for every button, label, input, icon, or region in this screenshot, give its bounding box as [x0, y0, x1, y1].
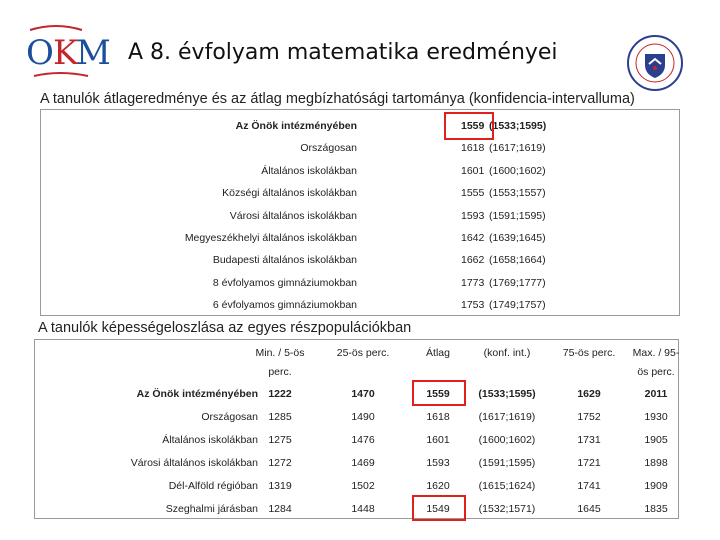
table-cell: 1222 — [268, 388, 292, 400]
table-row — [35, 382, 678, 405]
distribution-table — [34, 339, 679, 519]
section-1-title: A tanulók átlageredménye és az átlag megbízhatósági tartománya (konfidencia-intervalluma) — [40, 91, 635, 107]
table-cell: 1898 — [644, 457, 668, 469]
table-cell: (1615;1624) — [478, 480, 536, 492]
row-confidence-interval: (1617;1619) — [489, 142, 546, 155]
svg-text:O: O — [26, 33, 54, 73]
column-header — [554, 344, 624, 363]
table-cell: 1549 — [426, 503, 450, 515]
row-label: Országosan — [300, 142, 357, 155]
table-row — [41, 249, 679, 271]
svg-text:M: M — [76, 33, 111, 73]
row-confidence-interval: (1591;1595) — [489, 209, 546, 222]
table-cell: 1731 — [577, 434, 601, 446]
column-header — [467, 344, 547, 363]
highlight-box — [444, 112, 494, 140]
row-average: 1601 — [461, 164, 485, 177]
column-header — [408, 344, 468, 363]
table-cell: 1752 — [577, 411, 601, 423]
okm-logo — [26, 20, 111, 80]
table-cell: 1285 — [268, 411, 292, 423]
table-cell: 1469 — [351, 457, 375, 469]
table-cell: 1835 — [644, 503, 668, 515]
table-cell: (1600;1602) — [478, 434, 536, 446]
row-average: 1618 — [461, 142, 485, 155]
table-cell: 1559 — [426, 388, 450, 400]
table-cell: 1593 — [426, 457, 450, 469]
row-label: Az Önök intézményében — [235, 120, 357, 132]
column-header-line-1: Max. / 95- — [632, 347, 680, 359]
row-label: 6 évfolyamos gimnáziumokban — [212, 299, 357, 312]
column-header-line-2: perc. — [268, 366, 292, 378]
table-cell: 1319 — [268, 480, 292, 492]
table-cell: 1618 — [426, 411, 450, 423]
column-header-line-1: (konf. int.) — [483, 347, 531, 359]
table-cell: 1470 — [351, 388, 375, 400]
row-label: Szeghalmi járásban — [165, 503, 258, 515]
table-cell: 1502 — [351, 480, 375, 492]
table-cell: 1645 — [577, 503, 601, 515]
row-label: Városi általános iskolákban — [229, 209, 357, 222]
table-row — [41, 227, 679, 249]
school-seal — [626, 34, 684, 92]
row-label: Általános iskolákban — [162, 434, 258, 446]
row-average: 1593 — [461, 209, 485, 222]
row-label: Megyeszékhelyi általános iskolákban — [184, 232, 357, 244]
row-confidence-interval: (1600;1602) — [489, 164, 546, 177]
row-label: Az Önök intézményében — [136, 388, 258, 400]
row-average: 1555 — [461, 187, 485, 200]
svg-text:K: K — [53, 33, 79, 73]
table-cell: 1909 — [644, 480, 668, 492]
table-row — [35, 474, 678, 497]
table-cell: (1617;1619) — [478, 411, 536, 423]
column-header-line-1: 25-ös perc. — [336, 347, 390, 359]
table-row — [35, 497, 678, 520]
table-row — [41, 115, 679, 137]
row-average: 1559 — [461, 120, 485, 132]
row-confidence-interval: (1553;1557) — [489, 187, 546, 200]
average-results-table — [40, 109, 680, 316]
table-row — [41, 205, 679, 227]
table-cell: 1721 — [577, 457, 601, 469]
row-label: Dél-Alföld régióban — [168, 480, 258, 492]
table-row — [41, 160, 679, 182]
row-label: Községi általános iskolákban — [222, 187, 357, 200]
table-cell: 1476 — [351, 434, 375, 446]
table-row — [41, 272, 679, 294]
table-cell: 1629 — [577, 388, 601, 400]
page-title: A 8. évfolyam matematika eredményei — [128, 40, 558, 65]
row-average: 1753 — [461, 299, 485, 312]
column-header — [245, 344, 315, 382]
column-header-line-2: ös perc. — [637, 366, 675, 378]
table-cell: 1490 — [351, 411, 375, 423]
table-cell: 1272 — [268, 457, 292, 469]
table-row — [35, 451, 678, 474]
column-header — [328, 344, 398, 363]
column-header-line-1: Min. / 5-ös — [255, 347, 305, 359]
table-row — [35, 428, 678, 451]
column-header-line-1: Átlag — [426, 347, 450, 359]
column-header-line-1: 75-ös perc. — [562, 347, 616, 359]
row-label: Általános iskolákban — [261, 164, 357, 177]
row-confidence-interval: (1749;1757) — [489, 299, 546, 312]
table-row — [41, 182, 679, 204]
table-row — [35, 405, 678, 428]
table-cell: (1591;1595) — [478, 457, 536, 469]
row-average: 1642 — [461, 232, 485, 244]
table-cell: 1741 — [577, 480, 601, 492]
table-cell: 1448 — [351, 503, 375, 515]
row-average: 1773 — [461, 276, 485, 289]
row-confidence-interval: (1658;1664) — [489, 254, 546, 267]
row-confidence-interval: (1533;1595) — [489, 120, 547, 132]
table-cell: 1905 — [644, 434, 668, 446]
row-average: 1662 — [461, 254, 485, 267]
row-confidence-interval: (1769;1777) — [489, 276, 546, 289]
column-header — [626, 344, 686, 382]
table-cell: (1532;1571) — [478, 503, 536, 515]
row-confidence-interval: (1639;1645) — [489, 232, 546, 244]
table-row — [41, 137, 679, 159]
table-cell: 1620 — [426, 480, 450, 492]
row-label: Országosan — [201, 411, 258, 423]
table-cell: 1601 — [426, 434, 450, 446]
table-cell: 1284 — [268, 503, 292, 515]
row-label: 8 évfolyamos gimnáziumokban — [212, 276, 357, 289]
table-cell: 2011 — [644, 388, 668, 400]
table-cell: (1533;1595) — [478, 388, 536, 400]
row-label: Városi általános iskolákban — [130, 457, 258, 469]
highlight-box — [412, 495, 466, 521]
row-label: Budapesti általános iskolákban — [212, 254, 357, 267]
section-2-title: A tanulók képességeloszlása az egyes részpopulációkban — [38, 320, 412, 336]
highlight-box — [412, 380, 466, 406]
table-row — [41, 294, 679, 316]
table-cell: 1930 — [644, 411, 668, 423]
table-cell: 1275 — [268, 434, 292, 446]
